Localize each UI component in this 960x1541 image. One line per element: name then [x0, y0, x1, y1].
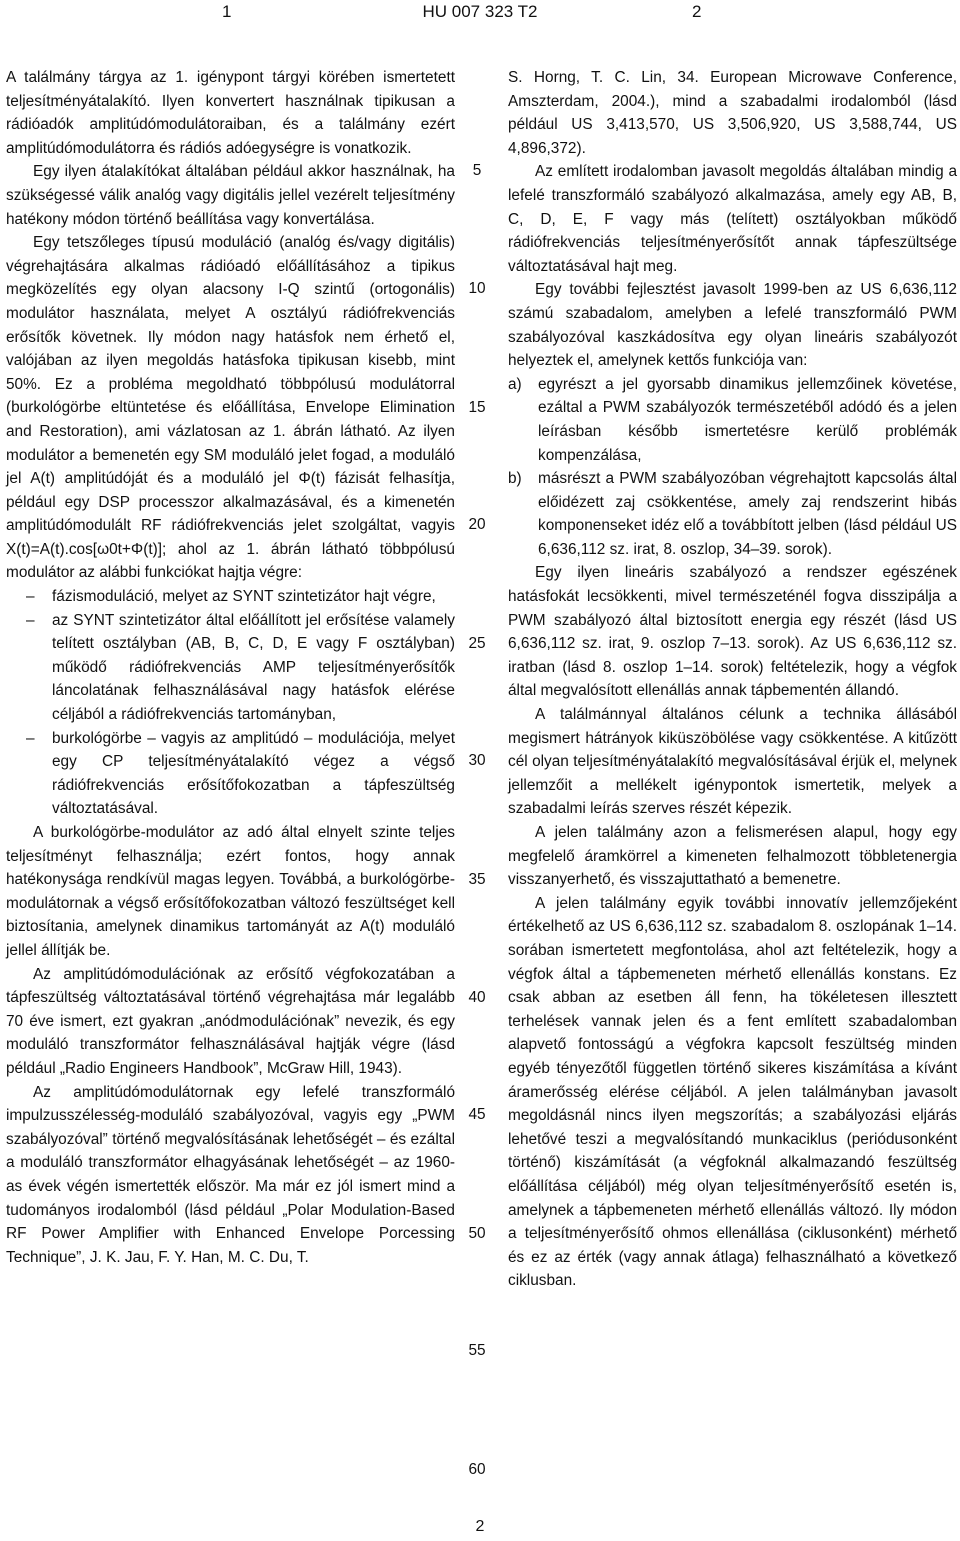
line-number: 10: [468, 280, 486, 297]
left-paragraph-2: Egy ilyen átalakítókat általában például akkor használnak, ha szükségessé válik analóg vagy digitális jellel vezérelt teljesítmény hatékony módon történő beállítása vagy konvertálása.: [6, 163, 455, 228]
bullet-item: [6, 585, 455, 609]
line-number: 30: [468, 752, 486, 769]
right-column: [508, 66, 957, 1293]
left-paragraph-3: Egy tetszőleges típusú moduláció (analóg és/vagy digitális) végrehajtására alkalmas rádióadó előállításához a tipikus megközelítés egy olyan alacsony I-Q szintű (ortogonális) modulátor használata, melyet A osztályú rádiófrekvenciás erősítők követnek. Ily módon nagy hatásfok nem érhető el, valójában az ilyen megoldás hatásfoka tipikusan kisebb, mint 50%. Ez a probléma megoldható többpólusú modulátorral (burkológörbe eltüntetése és előállítása, Envelope Elimination and Restoration), ami vázlatosan az 1. ábrán látható. Az ilyen modulátor a bemenetén egy SM moduláló jelet fogad, a moduláló jel A(t) amplitúdóját és a moduláló jel Φ(t) fázisát felhasítja, például egy DSP processzor alkalmazásával, és a kimenetén amplitúdómodulált RF rádiófrekvenciás jelet szolgáltat, vagyis X(t)=A(t).cos[ω0t+Φ(t)]; ahol az 1. ábrán látható többpólusú modulátor az alábbi funkciókat hajtja végre:: [6, 234, 455, 582]
left-paragraph-5: Az amplitúdómodulációnak az erősítő végfokozatában a tápfeszültség változtatásával történő végrehajtása már legalább 70 éve ismert, ezt gyakran „anódmodulációnak” nevezik, és egy moduláló transzformátor felhasználásával hajtják végre (lásd például „Radio Engineers Handbook”, McGraw Hill, 1943).: [6, 965, 455, 1077]
list-item-text: egyrészt a jel gyorsabb dinamikus jellemzőinek követése, ezáltal a PWM szabályozók természetéből adódó és a jelen leírásban később ismertetésre kerülő problémák kompenzálása,: [538, 375, 957, 464]
line-number: 5: [472, 162, 482, 179]
list-item-b: [508, 467, 957, 561]
line-number: 55: [468, 1342, 486, 1359]
page-number: 2: [475, 1518, 485, 1535]
line-number: 20: [468, 516, 486, 533]
list-marker: a): [508, 375, 522, 393]
left-paragraph-1: A találmány tárgya az 1. igénypont tárgyi körében ismertetett teljesítményátalakító. Ilyen konvertert használnak tipikusan a rádióadók amplitúdómodulátoraiban, és a találmány ezért amplitúdómodulátorra és rádiós adóegységre is vonatkozik.: [6, 69, 455, 157]
list-marker: b): [508, 470, 522, 488]
line-number: 15: [468, 399, 486, 416]
line-number: 50: [468, 1225, 486, 1242]
patent-number: HU 007 323 T2: [422, 2, 538, 21]
right-paragraph-1: S. Horng, T. C. Lin, 34. European Microwave Conference, Amszterdam, 2004.), mind a szabadalmi irodalomból (lásd például US 3,413,570, US 3,506,920, US 3,588,744, US 4,896,372).: [508, 69, 957, 157]
bullet-text: burkológörbe – vagyis az amplitúdó – modulációja, melyet egy CP teljesítményátalakító végez a végső rádiófrekvenciás erősítőfokozatban a tápfeszültség változtatásával.: [52, 729, 455, 818]
dash-marker: –: [26, 611, 35, 629]
list-item-text: másrészt a PWM szabályozóban végrehajtott kapcsolás által előidézett zaj csökkentése, amely zaj rendszerint hibás komponenseket idéz elő a továbbított jelben (lásd például US 6,636,112 sz. irat, 8. oszlop, 34–39. sorok).: [538, 470, 957, 558]
header-page-right: 2: [692, 2, 702, 21]
right-paragraph-3: Egy további fejlesztést javasolt 1999-ben az US 6,636,112 számú szabadalom, amelyben a lefelé transzformáló PWM szabályozóval kaszkádosítva egy olyan lineáris szabályozót helyeztek el, amelynek kettős funkciója van:: [508, 281, 957, 370]
dash-marker: –: [26, 588, 35, 606]
bullet-text: fázismoduláció, melyet az SYNT szintetizátor hajt végre,: [52, 588, 436, 606]
right-paragraph-4: Egy ilyen lineáris szabályozó a rendszer egészének hatásfokát lecsökkenti, mivel természeténél fogva disszipálja a PWM szabályozó által biztosított energia egy részét (lásd US 6,636,112 sz. irat, 9. oszlop 7–13. sorok). Az US 6,636,112 sz. iratban (lásd 8. oszlop 1–14. sorok) feltételezik, hogy a végfok által megvalósított ellenállás annak tápbementén állandó.: [508, 564, 957, 700]
bullet-text: az SYNT szintetizátor által előállított jel erősítése valamely telített osztályban (AB, B, C, D, E vagy F osztályban) működő rádiófrekvenciás AMP teljesítményerősítők láncolatának felhasználásával nagy hatásfok elérése céljából a rádiófrekvenciás tartományban,: [52, 611, 455, 724]
line-number: 25: [468, 635, 486, 652]
right-paragraph-6: A jelen találmány azon a felismerésen alapul, hogy egy megfelelő áramkörrel a kimeneten felhalmozott többletenergia visszanyerhető, és visszajuttatható a bemenetre.: [508, 824, 957, 889]
left-paragraph-4: A burkológörbe-modulátor az adó által elnyelt szinte teljes teljesítményt felhasználja; ezért fontos, hogy annak hatékonysága rendkívül magas legyen. Továbbá, a burkológörbe-modulátornak a végső erősítőfokozatban változó feszültséget kell biztosítania, amelynek dinamikus tartományát az A(t) moduláló jellel állítják be.: [6, 824, 455, 959]
bullet-item: [6, 727, 455, 821]
line-number: 40: [468, 989, 486, 1006]
header-page-left: 1: [222, 2, 232, 21]
line-number: 45: [468, 1106, 486, 1123]
list-item-a: [508, 373, 957, 467]
right-paragraph-2: Az említett irodalomban javasolt megoldás általában mindig a lefelé transzformáló szabályozó alkalmazása, amely egy AB, B, C, D, E, F vagy más (telített) osztályokban működő rádiófrekvenciás teljesítményerősítőt annak tápfeszültsége változtatásával hajt meg.: [508, 163, 957, 275]
bullet-item: [6, 609, 455, 727]
line-number: 60: [468, 1461, 486, 1478]
dash-marker: –: [26, 729, 35, 747]
right-paragraph-5: A találmánnyal általános célunk a technika állásából megismert hátrányok kiküszöbölése vagy csökkentése. A kitűzött cél olyan teljesítményátalakító megvalósításával érjük el, melynek jellemzőit a mellékelt igénypontok ismertetik, melyek a szabadalmi leírás szerves részét képezik.: [508, 706, 957, 818]
right-paragraph-7: A jelen találmány egyik további innovatív jellemzőjeként értékelhető az US 6,636,112 sz. szabadalom 8. oszlopának 1–14. sorában ismertetett megfontolása, ahol azt feltételezik, hogy a végfok által a tápbemeneten mérhető ellenállás konstans. Ez csak abban az esetben áll fenn, ha tökéletesen illesztett terhelések vannak jelen és a fent említett szabadalomban alapvető fontosságú a végfokra kapcsolt feszültség minden egyéb tényezőtől független történő sikeres kiszámítása a kívánt áramerősség elérése céljából. A jelen találmányban javasolt megoldásnál nincs ilyen megszorítás; a szabályozási eljárás lehetővé teszi a megvalósítandó munkaciklus (periódusonként történő) kiszámítását (a végfoknál alkalmazandó feszültség előállítása céljából) még olyan teljesítményerősítő esetén is, amelynek a tápbemeneten mérhető ellenállás változó. Ily módon a teljesítményerősítő ohmos ellenállása (ciklusonként) mérhető és ez az érték (vagy annak átlaga) felhasználható a következő ciklusban.: [508, 894, 957, 1290]
left-paragraph-6: Az amplitúdómodulátornak egy lefelé transzformáló impulzusszélesség-moduláló szabályozóval, vagyis egy „PWM szabályozóval” történő megvalósításának lehetőségét – és ezáltal a moduláló transzformátor elhagyásának lehetőségét – az 1960-as évek végén ismertették először. Ma már ez jól ismert mind a tudományos irodalomból (lásd például „Polar Modulation-Based RF Power Amplifier with Enhanced Envelope Porcessing Technique”, J. K. Jau, F. Y. Han, M. C. Du, T.: [6, 1083, 455, 1266]
line-number: 35: [468, 871, 486, 888]
left-column: [6, 66, 455, 1269]
